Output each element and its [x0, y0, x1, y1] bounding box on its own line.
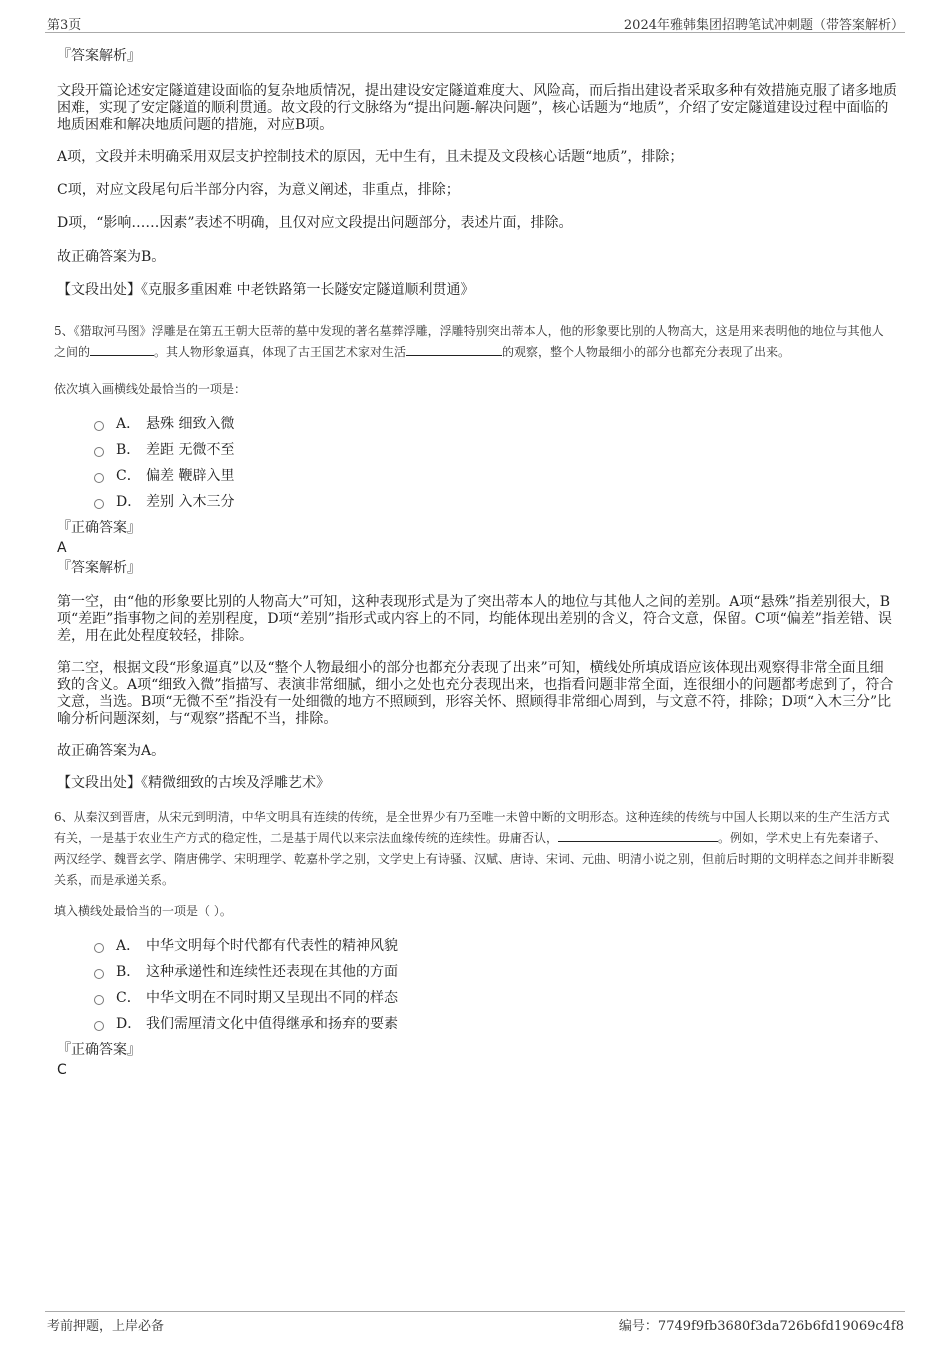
- q5-option-b[interactable]: B． 差距 无微不至: [94, 437, 897, 463]
- q6-blank: [558, 829, 718, 842]
- q5-source: 【文段出处】《精微细致的古埃及浮雕艺术》: [57, 775, 330, 791]
- q5-option-d[interactable]: D． 差别 入木三分: [94, 489, 897, 515]
- q4-analysis-paragraph: 文段开篇论述安定隧道建设面临的复杂地质情况，提出建设安定隧道难度大、风险高，而后指出建设者采取多种有效措施克服了诸多地质困难，实现了安定隧道的顺利贯通。故文段的行文脉络为“提出问题-解决问题”，核心话题为“地质”，介绍了安定隧道建设过程中面临的地质困难和解决地质问题的措施，对应B项。: [57, 83, 897, 133]
- q5-stem-part: 的观察，整个人物最细小的部分也都充分表现了出来。: [502, 345, 791, 359]
- page-number: 第3页: [47, 18, 82, 33]
- document-title: 2024年雅韩集团招聘笔试冲刺题（带答案解析）: [623, 18, 904, 33]
- q5-analysis-paragraph: 第一空，由“他的形象要比别的人物高大”可知，这种表现形式是为了突出蒂本人的地位与其他人之间的差别。A项“悬殊”指差别很大，B项“差距”指事物之间的差别程度，D项“差别”指形式或内容上的不同，均能体现出差别的含义，符合文意，保留。C项“偏差”指差错、误差，用在此处程度较轻，排除。: [57, 594, 892, 644]
- q6-answer-label: 『正确答案』: [57, 1042, 141, 1058]
- q4-analysis-paragraph: D项，“影响……因素”表述不明确，且仅对应文段提出问题部分，表述片面，排除。: [57, 215, 573, 231]
- q4-answer-statement: 故正确答案为B。: [57, 249, 166, 265]
- q5-stem: [54, 321, 894, 363]
- q4-source: 【文段出处】《克服多重困难 中老铁路第一长隧安定隧道顺利贯通》: [57, 282, 475, 298]
- q5-option-a[interactable]: A． 悬殊 细致入微: [94, 411, 897, 437]
- radio-icon[interactable]: [94, 473, 104, 483]
- q5-answer: A: [57, 540, 67, 556]
- q6-options: [94, 933, 897, 1037]
- radio-icon[interactable]: [94, 421, 104, 431]
- page-header: [0, 0, 950, 34]
- q6-prompt: 填入横线处最恰当的一项是（ ）。: [54, 904, 232, 918]
- q6-answer: C: [57, 1062, 67, 1078]
- radio-icon[interactable]: [94, 499, 104, 509]
- q4-analysis-label: 『答案解析』: [57, 48, 141, 64]
- q6-stem: [54, 807, 894, 891]
- radio-icon[interactable]: [94, 943, 104, 953]
- footer-divider: [45, 1311, 905, 1312]
- radio-icon[interactable]: [94, 447, 104, 457]
- q5-option-c[interactable]: C． 偏差 鞭辟入里: [94, 463, 897, 489]
- document-id: 编号：7749f9fb3680f3da726b6fd19069c4f8: [618, 1319, 904, 1334]
- q4-analysis-paragraph: A项，文段并未明确采用双层支护控制技术的原因，无中生有，且未提及文段核心话题“地质”，排除；: [57, 149, 684, 165]
- q6-option-b[interactable]: B． 这种承递性和连续性还表现在其他的方面: [94, 959, 897, 985]
- q6-stem-part: 。例如，学术史上有先秦诸子、两汉经学、魏晋玄学、隋唐佛学、宋明理学、乾嘉朴学之别，文学史上有诗骚、汉赋、唐诗、宋词、元曲、明清小说之别，但前后时期的文明样态之间并非断裂关系，而是承递关系。: [54, 831, 895, 887]
- q4-analysis-paragraph: C项，对应文段尾句后半部分内容，为意义阐述，非重点，排除；: [57, 182, 460, 198]
- radio-icon[interactable]: [94, 1021, 104, 1031]
- page-footer: [0, 1305, 950, 1345]
- q5-prompt: 依次填入画横线处最恰当的一项是：: [54, 382, 247, 396]
- q5-answer-statement: 故正确答案为A。: [57, 743, 166, 759]
- footer-slogan: 考前押题，上岸必备: [47, 1319, 165, 1334]
- q5-blank-1: [90, 343, 154, 356]
- q5-stem-part: 5、《猎取河马图》浮雕是在第五王朝大臣蒂的墓中发现的著名墓葬浮雕，浮雕特别突出蒂本人，他的形象要比别的人物高大，这是用来表明他的地位与其他人之间的: [54, 324, 884, 359]
- q6-option-a[interactable]: A． 中华文明每个时代都有代表性的精神风貌: [94, 933, 897, 959]
- radio-icon[interactable]: [94, 995, 104, 1005]
- q5-blank-2: [406, 343, 502, 356]
- q6-stem-part: 6、从秦汉到晋唐，从宋元到明清，中华文明具有连续的传统，是全世界少有乃至唯一未曾中断的文明形态。这种连续的传统与中国人长期以来的生产生活方式有关，一是基于农业生产方式的稳定性，二是基于周代以来宗法血缘传统的连续性。毋庸否认，: [54, 810, 890, 845]
- q6-option-d[interactable]: D． 我们需厘清文化中值得继承和扬弃的要素: [94, 1011, 897, 1037]
- q5-stem-part: 。其人物形象逼真，体现了古王国艺术家对生活: [154, 345, 407, 359]
- q5-analysis-label: 『答案解析』: [57, 560, 141, 576]
- page-content: [54, 44, 897, 1080]
- q6-option-c[interactable]: C． 中华文明在不同时期又呈现出不同的样态: [94, 985, 897, 1011]
- q5-options: [94, 411, 897, 515]
- q5-answer-label: 『正确答案』: [57, 520, 141, 536]
- radio-icon[interactable]: [94, 969, 104, 979]
- q5-analysis-paragraph: 第二空，根据文段“形象逼真”以及“整个人物最细小的部分也都充分表现了出来”可知，横线处所填成语应该体现出观察得非常全面且细致的含义。A项“细致入微”指描写、表演非常细腻，细小之处也充分表现出来，也指看问题非常全面，连很细小的问题都考虑到了，符合文意，当选。B项“无微不至”指没有一处细微的地方不照顾到，形容关怀、照顾得非常细心周到，与文意不符，排除；D项“入木三分”比喻分析问题深刻，与“观察”搭配不当，排除。: [57, 660, 894, 727]
- header-divider: [45, 32, 905, 33]
